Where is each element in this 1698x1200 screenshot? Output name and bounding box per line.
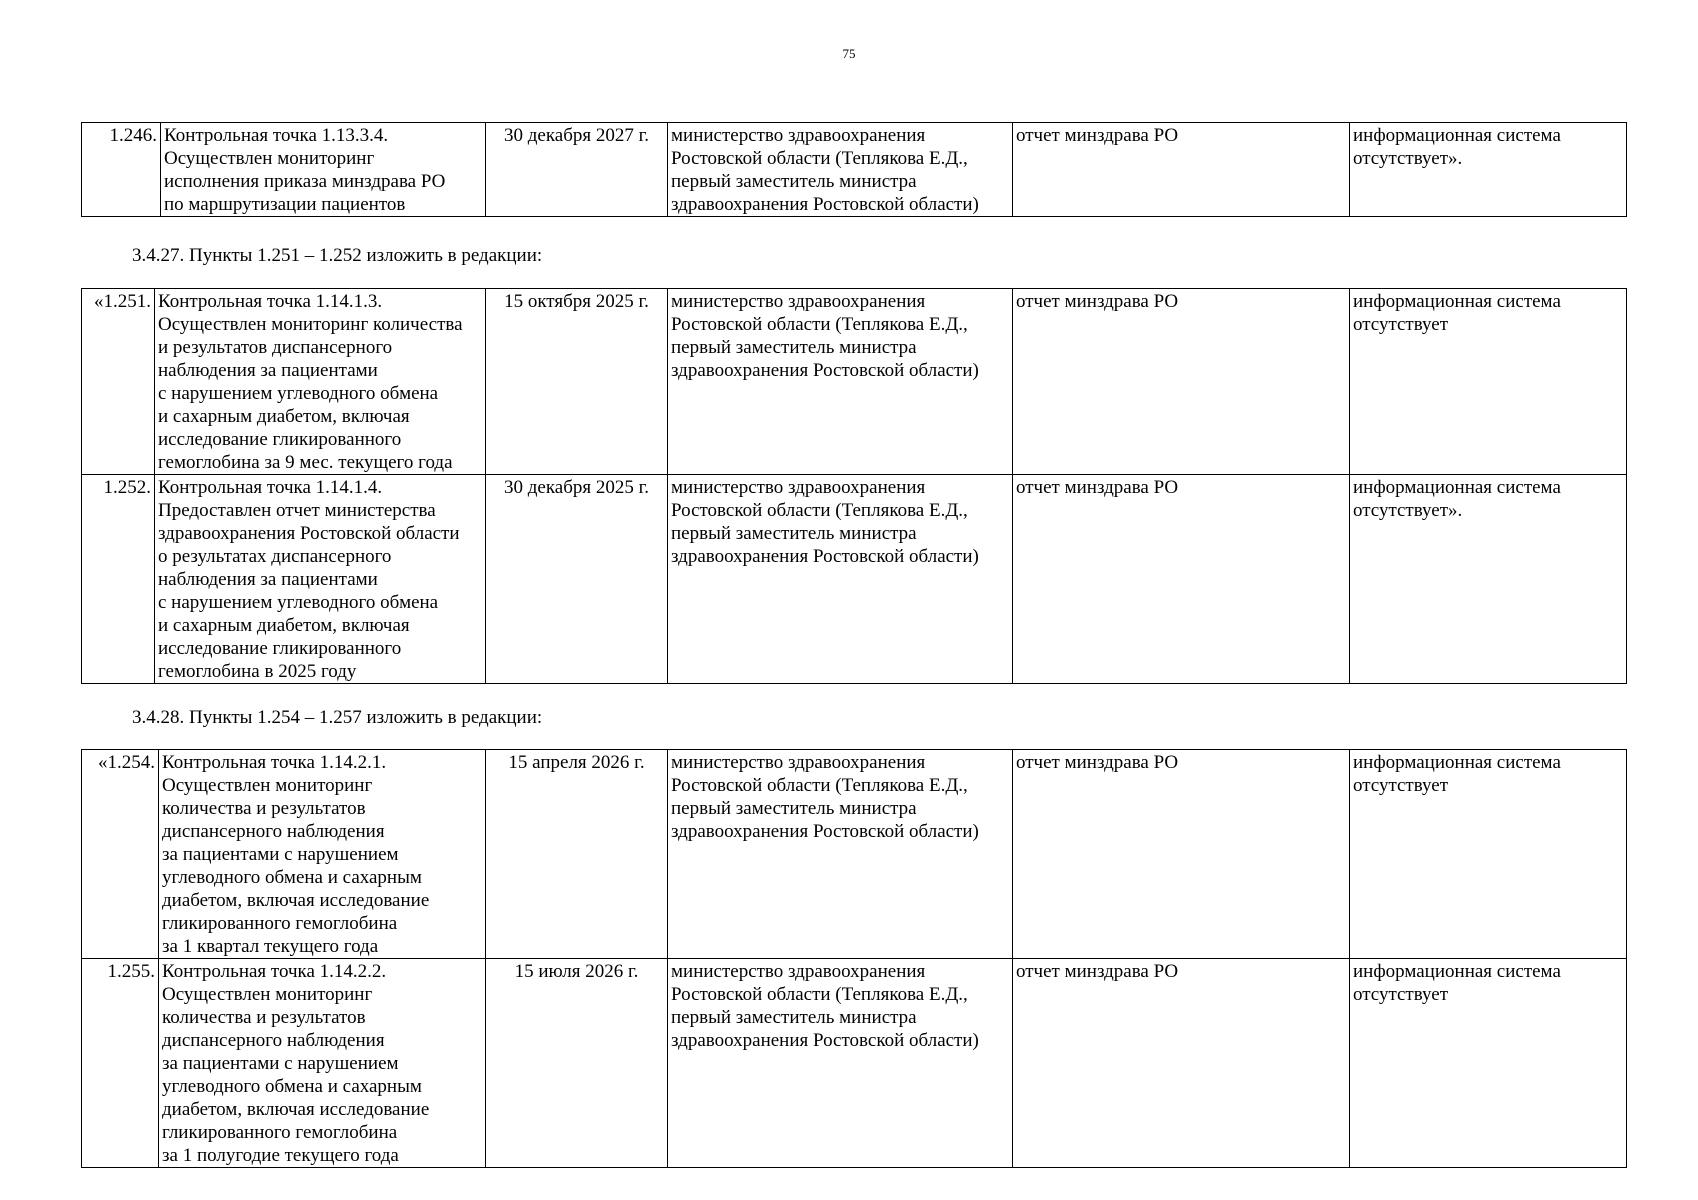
description-line: диабетом, включая исследование <box>162 890 430 911</box>
responsible-line: здравоохранения Ростовской области) <box>671 1030 979 1051</box>
system-line: информационная система <box>1353 752 1561 773</box>
responsible-line: Ростовской области (Теплякова Е.Д., <box>671 500 968 521</box>
system-line: отсутствует <box>1353 775 1449 796</box>
section-heading: 3.4.28. Пункты 1.254 – 1.257 изложить в редакции: <box>132 707 543 728</box>
description-line: за пациентами с нарушением <box>162 1053 399 1074</box>
table-row <box>82 750 1627 959</box>
description-line: за 1 квартал текущего года <box>162 936 379 957</box>
responsible-executor <box>668 289 1013 475</box>
responsible-line: здравоохранения Ростовской области) <box>671 194 979 215</box>
responsible-line: первый заместитель министра <box>671 1007 917 1028</box>
responsible-line: здравоохранения Ростовской области) <box>671 546 979 567</box>
description-line: Контрольная точка 1.14.1.4. <box>158 477 383 498</box>
table-2 <box>81 288 1627 684</box>
system-line: отсутствует <box>1353 984 1449 1005</box>
responsible-line: Ростовской области (Теплякова Е.Д., <box>671 775 968 796</box>
description-line: Контрольная точка 1.14.1.3. <box>158 291 383 312</box>
responsible-line: Ростовской области (Теплякова Е.Д., <box>671 984 968 1005</box>
control-point-description <box>155 475 486 684</box>
responsible-line: министерство здравоохранения <box>671 125 926 146</box>
deadline-date: 30 декабря 2027 г. <box>486 123 668 217</box>
description-line: о результатах диспансерного <box>158 546 392 567</box>
system-line: информационная система <box>1353 291 1561 312</box>
confirming-document: отчет минздрава РО <box>1013 289 1350 475</box>
page-number: 75 <box>842 46 856 61</box>
confirming-document: отчет минздрава РО <box>1013 959 1350 1168</box>
description-line: Контрольная точка 1.14.2.2. <box>162 961 387 982</box>
information-system <box>1350 750 1627 959</box>
description-line: гликированного гемоглобина <box>162 913 398 934</box>
description-line: количества и результатов <box>162 798 366 819</box>
responsible-executor <box>668 475 1013 684</box>
responsible-line: первый заместитель министра <box>671 798 917 819</box>
description-line: и результатов диспансерного <box>158 337 393 358</box>
description-line: исполнения приказа минздрава РО <box>164 171 446 192</box>
responsible-line: первый заместитель министра <box>671 337 917 358</box>
row-number: 1.246. <box>82 123 161 217</box>
table-row <box>82 959 1627 1168</box>
control-point-description <box>159 959 486 1168</box>
row-number: «1.254. <box>82 750 159 959</box>
row-number: «1.251. <box>82 289 155 475</box>
system-line: информационная система <box>1353 961 1561 982</box>
description-line: углеводного обмена и сахарным <box>162 1076 422 1097</box>
deadline-date: 15 июля 2026 г. <box>486 959 668 1168</box>
confirming-document: отчет минздрава РО <box>1013 475 1350 684</box>
description-line: гемоглобина за 9 мес. текущего года <box>158 452 453 473</box>
description-line: количества и результатов <box>162 1007 366 1028</box>
information-system <box>1350 289 1627 475</box>
description-line: углеводного обмена и сахарным <box>162 867 422 888</box>
description-line: за пациентами с нарушением <box>162 844 399 865</box>
responsible-line: первый заместитель министра <box>671 171 917 192</box>
responsible-line: здравоохранения Ростовской области) <box>671 821 979 842</box>
description-line: исследование гликированного <box>158 429 402 450</box>
responsible-executor <box>668 750 1013 959</box>
description-line: по маршрутизации пациентов <box>164 194 406 215</box>
responsible-line: здравоохранения Ростовской области) <box>671 360 979 381</box>
description-line: гемоглобина в 2025 году <box>158 661 357 682</box>
description-line: с нарушением углеводного обмена <box>158 383 439 404</box>
description-line: наблюдения за пациентами <box>158 569 378 590</box>
confirming-document: отчет минздрава РО <box>1013 123 1350 217</box>
system-line: отсутствует». <box>1353 500 1463 521</box>
description-line: диспансерного наблюдения <box>162 821 385 842</box>
description-line: Предоставлен отчет министерства <box>158 500 436 521</box>
section-heading: 3.4.27. Пункты 1.251 – 1.252 изложить в редакции: <box>132 245 543 266</box>
control-point-description <box>159 750 486 959</box>
control-point-description <box>161 123 486 217</box>
row-number: 1.255. <box>82 959 159 1168</box>
description-line: за 1 полугодие текущего года <box>162 1145 399 1166</box>
responsible-line: первый заместитель министра <box>671 523 917 544</box>
responsible-line: министерство здравоохранения <box>671 291 926 312</box>
description-line: с нарушением углеводного обмена <box>158 592 439 613</box>
description-line: Осуществлен мониторинг <box>164 148 375 169</box>
information-system <box>1350 959 1627 1168</box>
confirming-document: отчет минздрава РО <box>1013 750 1350 959</box>
table-row <box>82 289 1627 475</box>
system-line: отсутствует». <box>1353 148 1463 169</box>
deadline-date: 30 декабря 2025 г. <box>486 475 668 684</box>
row-number: 1.252. <box>82 475 155 684</box>
responsible-line: министерство здравоохранения <box>671 752 926 773</box>
description-line: гликированного гемоглобина <box>162 1122 398 1143</box>
responsible-executor <box>668 123 1013 217</box>
table-row <box>82 475 1627 684</box>
information-system <box>1350 475 1627 684</box>
description-line: Контрольная точка 1.13.3.4. <box>164 125 389 146</box>
deadline-date: 15 октября 2025 г. <box>486 289 668 475</box>
system-line: информационная система <box>1353 125 1561 146</box>
deadline-date: 15 апреля 2026 г. <box>486 750 668 959</box>
description-line: и сахарным диабетом, включая <box>158 406 410 427</box>
control-point-description <box>155 289 486 475</box>
description-line: диабетом, включая исследование <box>162 1099 430 1120</box>
description-line: Осуществлен мониторинг <box>162 984 373 1005</box>
responsible-executor <box>668 959 1013 1168</box>
responsible-line: Ростовской области (Теплякова Е.Д., <box>671 314 968 335</box>
system-line: отсутствует <box>1353 314 1449 335</box>
description-line: исследование гликированного <box>158 638 402 659</box>
table-row <box>82 123 1627 217</box>
description-line: диспансерного наблюдения <box>162 1030 385 1051</box>
table-1 <box>81 122 1627 217</box>
responsible-line: Ростовской области (Теплякова Е.Д., <box>671 148 968 169</box>
description-line: Осуществлен мониторинг количества <box>158 314 463 335</box>
description-line: Осуществлен мониторинг <box>162 775 373 796</box>
description-line: наблюдения за пациентами <box>158 360 378 381</box>
responsible-line: министерство здравоохранения <box>671 477 926 498</box>
description-line: Контрольная точка 1.14.2.1. <box>162 752 387 773</box>
responsible-line: министерство здравоохранения <box>671 961 926 982</box>
system-line: информационная система <box>1353 477 1561 498</box>
information-system <box>1350 123 1627 217</box>
table-3 <box>81 749 1627 1168</box>
description-line: и сахарным диабетом, включая <box>158 615 410 636</box>
description-line: здравоохранения Ростовской области <box>158 523 460 544</box>
